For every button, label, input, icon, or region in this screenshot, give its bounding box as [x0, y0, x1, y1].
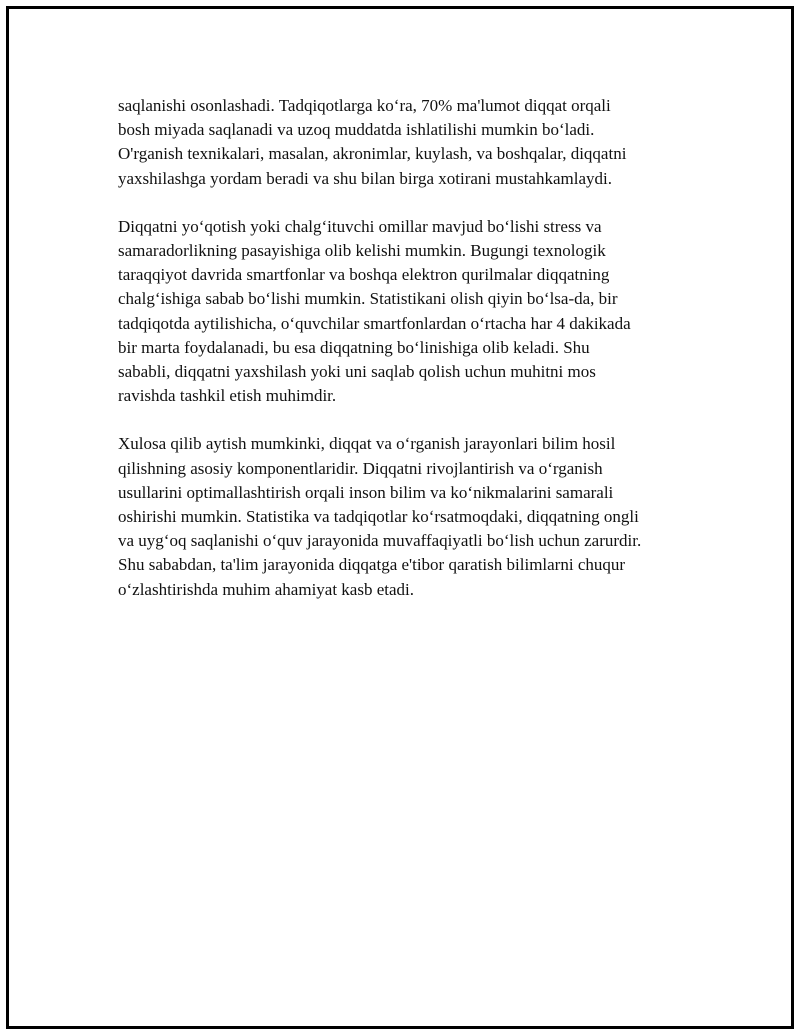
paragraph-1 [118, 94, 703, 191]
paragraph-3 [118, 432, 703, 601]
text-line: taraqqiyot davrida smartfonlar va boshqa elektron qurilmalar diqqatning [118, 265, 610, 285]
text-line: o‘zlashtirishda muhim ahamiyat kasb etadi. [118, 579, 415, 599]
text-line: Xulosa qilib aytish mumkinki, diqqat va o‘rganish jarayonlari bilim hosil [118, 434, 616, 454]
text-line: oshirishi mumkin. Statistika va tadqiqotlar ko‘rsatmoqdaki, diqqatning ongli [118, 507, 639, 527]
text-line: va uyg‘oq saqlanishi o‘quv jarayonida muvaffaqiyatli bo‘lish uchun zarurdir. [118, 531, 642, 551]
text-line: bir marta foydalanadi, bu esa diqqatning bo‘linishiga olib keladi. Shu [118, 337, 590, 357]
text-line: tadqiqotda aytilishicha, o‘quvchilar smartfonlardan o‘rtacha har 4 dakikada [118, 313, 631, 333]
text-line: saqlanishi osonlashadi. Tadqiqotlarga ko‘ra, 70% ma'lumot diqqat orqali [118, 96, 611, 115]
text-line: Diqqatni yo‘qotish yoki chalg‘ituvchi omillar mavjud bo‘lishi stress va [118, 216, 602, 236]
text-line: O'rganish texnikalari, masalan, akronimlar, kuylash, va boshqalar, diqqatni [118, 144, 627, 164]
text-line: usullarini optimallashtirish orqali inson bilim va ko‘nikmalarini samarali [118, 482, 614, 502]
paragraph-2 [118, 215, 703, 409]
document-page [6, 6, 794, 1029]
text-line: qilishning asosiy komponentlaridir. Diqqatni rivojlantirish va o‘rganish [118, 458, 603, 478]
text-line: yaxshilashga yordam beradi va shu bilan birga xotirani mustahkamlaydi. [118, 168, 612, 188]
text-line: samaradorlikning pasayishiga olib kelishi mumkin. Bugungi texnologik [118, 241, 606, 261]
document-body [118, 94, 703, 626]
text-line: ravishda tashkil etish muhimdir. [118, 386, 337, 406]
text-line: chalg‘ishiga sabab bo‘lishi mumkin. Statistikani olish qiyin bo‘lsa-da, bir [118, 289, 618, 309]
text-line: sababli, diqqatni yaxshilash yoki uni saqlab qolish uchun muhitni mos [118, 362, 596, 382]
text-line: bosh miyada saqlanadi va uzoq muddatda ishlatilishi mumkin bo‘ladi. [118, 120, 595, 140]
text-line: Shu sababdan, ta'lim jarayonida diqqatga e'tibor qaratish bilimlarni chuqur [118, 555, 626, 575]
